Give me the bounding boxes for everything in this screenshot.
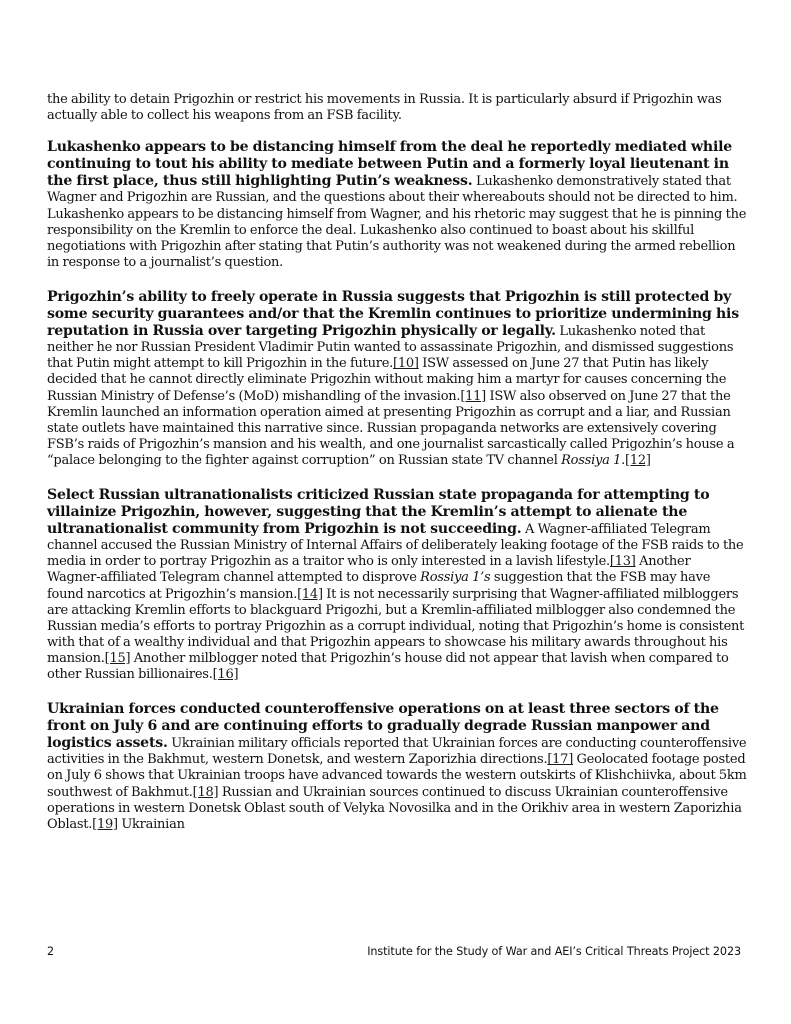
footnote-link-17[interactable]: [17]: [547, 752, 574, 768]
document-body: [47, 92, 747, 851]
page-number: 2: [47, 945, 55, 958]
footnote-link-19[interactable]: [19]: [92, 816, 118, 832]
paragraph-heading: Ukrainian forces conducted counteroffensive operations on at least three sectors of the front on July 6 and are continuing efforts to gradually degrade Russian manpower and logistics assets.: [47, 701, 719, 752]
footnote-link-15[interactable]: [15]: [104, 650, 131, 666]
footnote-link-16[interactable]: [16]: [212, 667, 239, 682]
paragraph-heading: Lukashenko appears to be distancing himself from the deal he reportedly mediated while continuing to tout his ability to mediate between Putin and a formerly loyal lieutenant in the first place, thus still highlighting Putin’s weakness.: [47, 139, 733, 190]
footnote-link-14[interactable]: [14]: [297, 586, 323, 602]
paragraph-heading: Select Russian ultranationalists criticized Russian state propaganda for attempting to villainize Prigozhin, however, suggesting that the Kremlin’s attempt to alienate the ultranationalist community from Prigozhin is not succeeding.: [47, 486, 710, 538]
footnote-link-10[interactable]: [10]: [393, 356, 419, 372]
paragraph-detention: the ability to detain Prigozhin or restrict his movements in Russia. It is particularly absurd if Prigozhin was actually able to collect his weapons from an FSB facility.: [47, 92, 722, 124]
paragraph-prigozhin-protection: Prigozhin’s ability to freely operate in Russia suggests that Prigozhin is still protected by some security guarantees and/or that the Kremlin continues to prioritize undermining his reputation in Russia over targeting Prigozhin physically or legally. Lukashenko noted that neither he nor Russian President Vladimir Putin wanted to assassinate Prigozhin, and dismissed suggestions that Putin might attempt to kill Prigozhin in the future.[10] ISW assessed on June 27 that Putin has likely decided that he cannot directly eliminate Prigozhin without making him a martyr for causes concerning the Russian Ministry of Defense’s (MoD) mishandling of the invasion.[11] ISW also observed on June 27 that the Kremlin launched an information operation aimed at presenting Prigozhin as corrupt and a liar, and Russian state outlets have maintained this narrative since. Russian propaganda networks are extensively covering FSB’s raids of Prigozhin’s mansion and his wealth, and one journalist sarcastically called Prigozhin’s house a “palace belonging to the fighter against corruption” on Russian state TV channel Rossiya 1.[12]: [47, 288, 739, 468]
paragraph-ultranationalists: Select Russian ultranationalists criticized Russian state propaganda for attempting to villainize Prigozhin, however, suggesting that the Kremlin’s attempt to alienate the ultranationalist community from Prigozhin is not succeeding. A Wagner-affiliated Telegram channel accused the Russian Ministry of Internal Affairs of deliberately leaking footage of the FSB raids to the media in order to portray Prigozhin as a traitor who is only interested in a lavish lifestyle.[13] Another Wagner-affiliated Telegram channel attempted to disprove Rossiya 1’s suggestion that the FSB may have found narcotics at Prigozhin’s mansion.[14] It is not necessarily surprising that Wagner-affiliated milbloggers are attacking Kremlin efforts to blackguard Prigozhi, but a Kremlin-affiliated milblogger also condemned the Russian media’s efforts to portray Prigozhin as a corrupt individual, noting that Prigozhin’s home is consistent with that of a wealthy individual and that Prigozhin appears to showcase his military awards throughout his mansion.[15] Another milblogger noted that Prigozhin’s house did not appear that lavish when compared to other Russian billionaires.[16]: [47, 486, 745, 682]
footnote-link-12[interactable]: [12]: [625, 452, 651, 468]
paragraph-heading: Prigozhin’s ability to freely operate in Russia suggests that Prigozhin is still protected by some security guarantees and/or that the Kremlin continues to prioritize undermining his reputation in Russia over targeting Prigozhin physically or legally.: [47, 288, 739, 340]
paragraph-lukashenko-distancing: Lukashenko appears to be distancing himself from the deal he reportedly mediated while continuing to tout his ability to mediate between Putin and a formerly loyal lieutenant in the first place, thus still highlighting Putin’s weakness. Lukashenko demonstratively stated that Wagner and Prigozhin are Russian, and the questions about their whereabouts should not be directed to him. Lukashenko appears to be distancing himself from Wagner, and his rhetoric may suggest that he is pinning the responsibility on the Kremlin to enforce the deal. Lukashenko also continued to boast about his skillful negotiations with Prigozhin after stating that Putin’s authority was not weakened during the armed rebellion in response to a journalist’s question.: [47, 139, 747, 270]
footnote-link-13[interactable]: [13]: [609, 554, 636, 570]
paragraph-counteroffensive: Ukrainian forces conducted counteroffensive operations on at least three sectors of the front on July 6 and are continuing efforts to gradually degrade Russian manpower and logistics assets. Ukrainian military officials reported that Ukrainian forces are conducting counteroffensive activities in the Bakhmut, western Donetsk, and western Zaporizhia directions.[17] Geolocated footage posted on July 6 shows that Ukrainian troops have advanced towards the western outskirts of Klishchiivka, about 5km southwest of Bakhmut.[18] Russian and Ukrainian sources continued to discuss Ukrainian counteroffensive operations in western Donetsk Oblast south of Velyka Novosilka and in the Orikhiv area in western Zaporizhia Oblast.[19] Ukrainian: [47, 701, 747, 832]
footer-source: Institute for the Study of War and AEI’s Critical Threats Project 2023: [367, 945, 741, 958]
footnote-link-18[interactable]: [18]: [192, 784, 219, 800]
footnote-link-11[interactable]: [11]: [460, 388, 486, 404]
